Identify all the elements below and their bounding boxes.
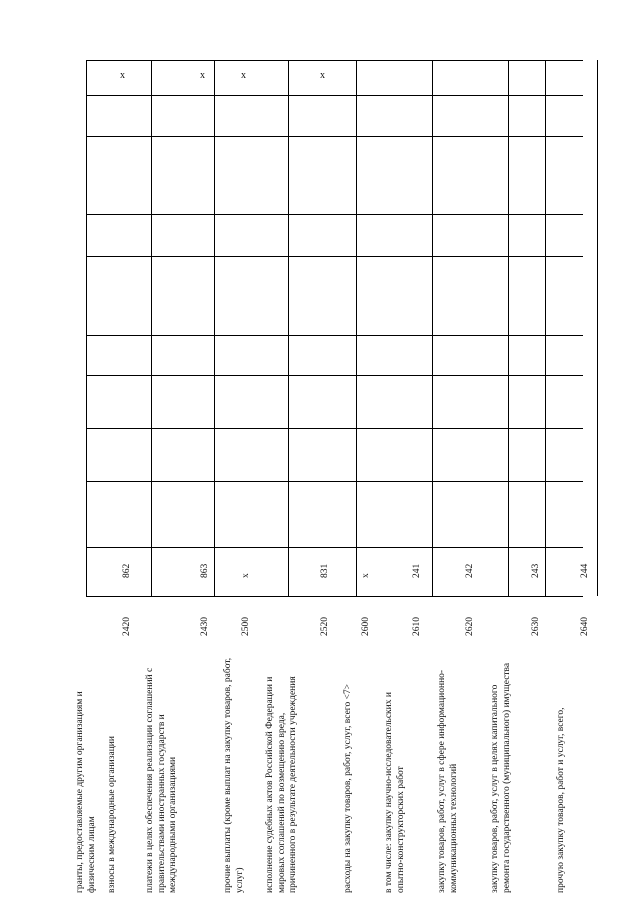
row-kbk: x: [241, 573, 251, 578]
table-line: [545, 60, 546, 596]
row-label: прочие выплаты (кроме выплат на закупку товаров, работ, услуг): [223, 657, 245, 893]
x-mark: x: [200, 70, 205, 81]
row-kbk: 242: [465, 563, 475, 578]
row-code: 2500: [241, 617, 251, 636]
row-kbk: x: [361, 573, 371, 578]
table-line: [214, 60, 215, 596]
x-mark: x: [241, 70, 246, 81]
row-label: в том числе: закупку научно-исследовательских и опытно-конструкторских работ: [384, 692, 406, 893]
row-label: взносы в международные организации: [107, 736, 117, 893]
row-kbk: 243: [531, 563, 541, 578]
x-mark: x: [320, 70, 325, 81]
row-code: 2610: [412, 617, 422, 636]
row-label: расходы на закупку товаров, работ, услуг, всего <7>: [343, 683, 353, 893]
table-border-bottom: [86, 596, 583, 597]
row-kbk: 862: [122, 563, 132, 578]
row-code: 2620: [465, 617, 475, 636]
row-kbk: 244: [580, 563, 590, 578]
table-line: [508, 60, 509, 596]
row-code: 2420: [122, 617, 132, 636]
row-label: исполнение судебных актов Российской Федерации и мировых соглашений по возмещению вреда, причиненного в результате деятельности учреждения: [265, 676, 298, 893]
table-line: [597, 60, 598, 596]
row-code: 2520: [320, 617, 330, 636]
row-kbk: 831: [320, 563, 330, 578]
row-label: закупку товаров, работ, услуг в целях капитального ремонта государственного (муниципального) имущества: [490, 662, 512, 893]
row-kbk: 863: [200, 563, 210, 578]
table-line: [151, 60, 152, 596]
row-code: 2640: [580, 617, 590, 636]
row-label: закупку товаров, работ, услуг в сфере информационно-коммуникационных технологий: [437, 669, 459, 893]
table-line: [288, 60, 289, 596]
row-code: 2630: [531, 617, 541, 636]
row-kbk: 241: [412, 563, 422, 578]
table-line: [356, 60, 357, 596]
table-line: [432, 60, 433, 596]
row-code: 2600: [361, 617, 371, 636]
table-line: [86, 60, 87, 596]
row-label: прочую закупку товаров, работ и услуг, всего,: [556, 707, 566, 893]
row-code: 2430: [200, 617, 210, 636]
x-mark: x: [120, 70, 125, 81]
row-label: гранты, предоставляемые другим организациям и физическим лицам: [75, 691, 97, 893]
row-label: платежи в целях обеспечения реализации соглашений с правительствами иностранных государств и международными организациями: [145, 667, 178, 893]
